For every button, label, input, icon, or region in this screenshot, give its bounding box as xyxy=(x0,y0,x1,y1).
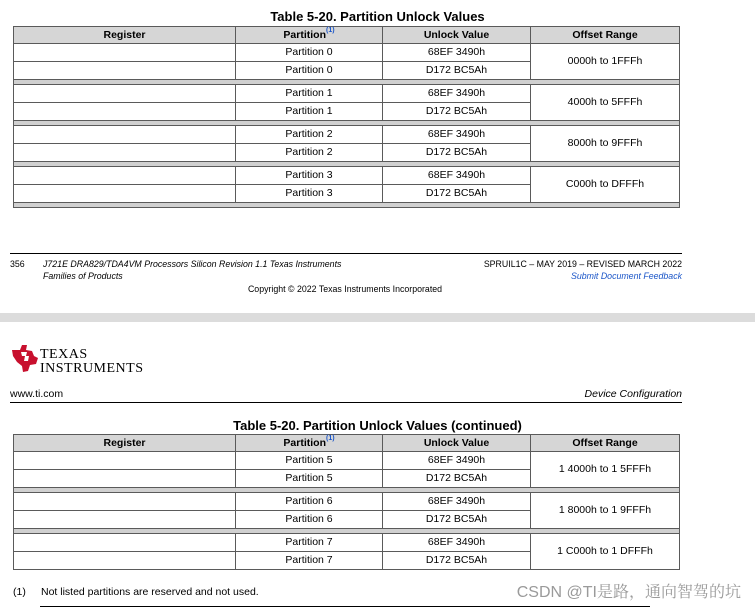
bottom-rule xyxy=(40,606,650,607)
header-unlock-value: Unlock Value xyxy=(383,435,531,452)
page-number: 356 xyxy=(10,259,25,269)
unlock-value-cell: 68EF 3490h xyxy=(383,452,531,470)
header-rule xyxy=(10,402,682,403)
header-offset-range: Offset Range xyxy=(531,27,680,44)
partition-cell: Partition 3 xyxy=(236,185,383,203)
partition-cell: Partition 2 xyxy=(236,144,383,162)
watermark: CSDN @TI是路，通向智驾的坑 xyxy=(516,584,741,601)
document-title-line1: J721E DRA829/TDA4VM Processors Silicon Revision 1.1 Texas Instruments xyxy=(43,259,342,269)
header-register: Register xyxy=(14,435,236,452)
unlock-value-cell: 68EF 3490h xyxy=(383,85,531,103)
register-cell xyxy=(14,185,236,203)
register-cell xyxy=(14,85,236,103)
header-partition: Partition$^{(1)}$ xyxy=(236,435,383,452)
register-cell xyxy=(14,552,236,570)
site-link[interactable]: www.ti.com xyxy=(10,388,64,400)
offset-range-cell: 4000h to 5FFFh xyxy=(531,85,680,121)
register-cell xyxy=(14,452,236,470)
register-cell xyxy=(14,511,236,529)
footnote-text: Not listed partitions are reserved and not used. xyxy=(41,586,259,598)
partition-cell: Partition 1 xyxy=(236,103,383,121)
partition-cell: Partition 0 xyxy=(236,62,383,80)
document-id: SPRUIL1C – MAY 2019 – REVISED MARCH 2022 xyxy=(483,259,682,269)
unlock-value-cell: D172 BC5Ah xyxy=(383,103,531,121)
table-row xyxy=(14,452,680,470)
page-separator xyxy=(0,313,755,322)
header-register: Register xyxy=(14,27,236,44)
offset-range-cell: 8000h to 9FFFh xyxy=(531,126,680,162)
unlock-value-cell: D172 BC5Ah xyxy=(383,470,531,488)
header-offset-range: Offset Range xyxy=(531,435,680,452)
partition-cell: Partition 0 xyxy=(236,44,383,62)
footnote-marker: (1) xyxy=(13,586,26,598)
table-row xyxy=(14,534,680,552)
offset-range-cell: C000h to DFFFh xyxy=(531,167,680,203)
partition-cell: Partition 5 xyxy=(236,452,383,470)
logo-text-instruments: INSTRUMENTS xyxy=(40,361,144,376)
table-header-row xyxy=(14,27,680,44)
partition-unlock-table-continued xyxy=(13,434,680,570)
unlock-value-cell: D172 BC5Ah xyxy=(383,185,531,203)
table-row xyxy=(14,44,680,62)
table-title: Table 5-20. Partition Unlock Values xyxy=(270,9,485,24)
register-cell xyxy=(14,493,236,511)
partition-cell: Partition 5 xyxy=(236,470,383,488)
register-cell xyxy=(14,62,236,80)
partition-cell: Partition 1 xyxy=(236,85,383,103)
partition-cell: Partition 7 xyxy=(236,534,383,552)
table-row xyxy=(14,126,680,144)
copyright: Copyright © 2022 Texas Instruments Incorporated xyxy=(247,284,443,294)
offset-range-cell: 0000h to 1FFFh xyxy=(531,44,680,80)
ti-logo-icon xyxy=(10,342,40,374)
offset-range-cell: 1 8000h to 1 9FFFh xyxy=(531,493,680,529)
document-title-line2: Families of Products xyxy=(43,271,123,281)
footnote-ref[interactable]: (1) xyxy=(326,435,335,442)
register-cell xyxy=(14,44,236,62)
header-partition: Partition$^{(1)}$ xyxy=(236,27,383,44)
table-title-continued: Table 5-20. Partition Unlock Values (continued) xyxy=(233,418,522,433)
partition-cell: Partition 6 xyxy=(236,511,383,529)
register-cell xyxy=(14,534,236,552)
submit-feedback-link[interactable]: Submit Document Feedback xyxy=(571,271,682,281)
table-row xyxy=(14,85,680,103)
section-name: Device Configuration xyxy=(584,388,682,400)
register-cell xyxy=(14,144,236,162)
offset-range-cell: 1 C000h to 1 DFFFh xyxy=(531,534,680,570)
register-cell xyxy=(14,470,236,488)
unlock-value-cell: D172 BC5Ah xyxy=(383,511,531,529)
unlock-value-cell: 68EF 3490h xyxy=(383,167,531,185)
unlock-value-cell: D172 BC5Ah xyxy=(383,144,531,162)
unlock-value-cell: 68EF 3490h xyxy=(383,126,531,144)
logo-text-texas: TEXAS xyxy=(40,347,88,362)
partition-cell: Partition 3 xyxy=(236,167,383,185)
partition-cell: Partition 2 xyxy=(236,126,383,144)
unlock-value-cell: D172 BC5Ah xyxy=(383,62,531,80)
register-cell xyxy=(14,126,236,144)
unlock-value-cell: 68EF 3490h xyxy=(383,493,531,511)
partition-cell: Partition 6 xyxy=(236,493,383,511)
register-cell xyxy=(14,103,236,121)
unlock-value-cell: D172 BC5Ah xyxy=(383,552,531,570)
footnote-ref[interactable]: (1) xyxy=(326,27,335,34)
offset-range-cell: 1 4000h to 1 5FFFh xyxy=(531,452,680,488)
footer-rule xyxy=(10,253,682,254)
table-row xyxy=(14,167,680,185)
table-header-row xyxy=(14,435,680,452)
partition-cell: Partition 7 xyxy=(236,552,383,570)
unlock-value-cell: 68EF 3490h xyxy=(383,44,531,62)
table-row xyxy=(14,493,680,511)
header-unlock-value: Unlock Value xyxy=(383,27,531,44)
register-cell xyxy=(14,167,236,185)
partition-unlock-table xyxy=(13,26,680,208)
group-separator xyxy=(14,203,680,208)
unlock-value-cell: 68EF 3490h xyxy=(383,534,531,552)
